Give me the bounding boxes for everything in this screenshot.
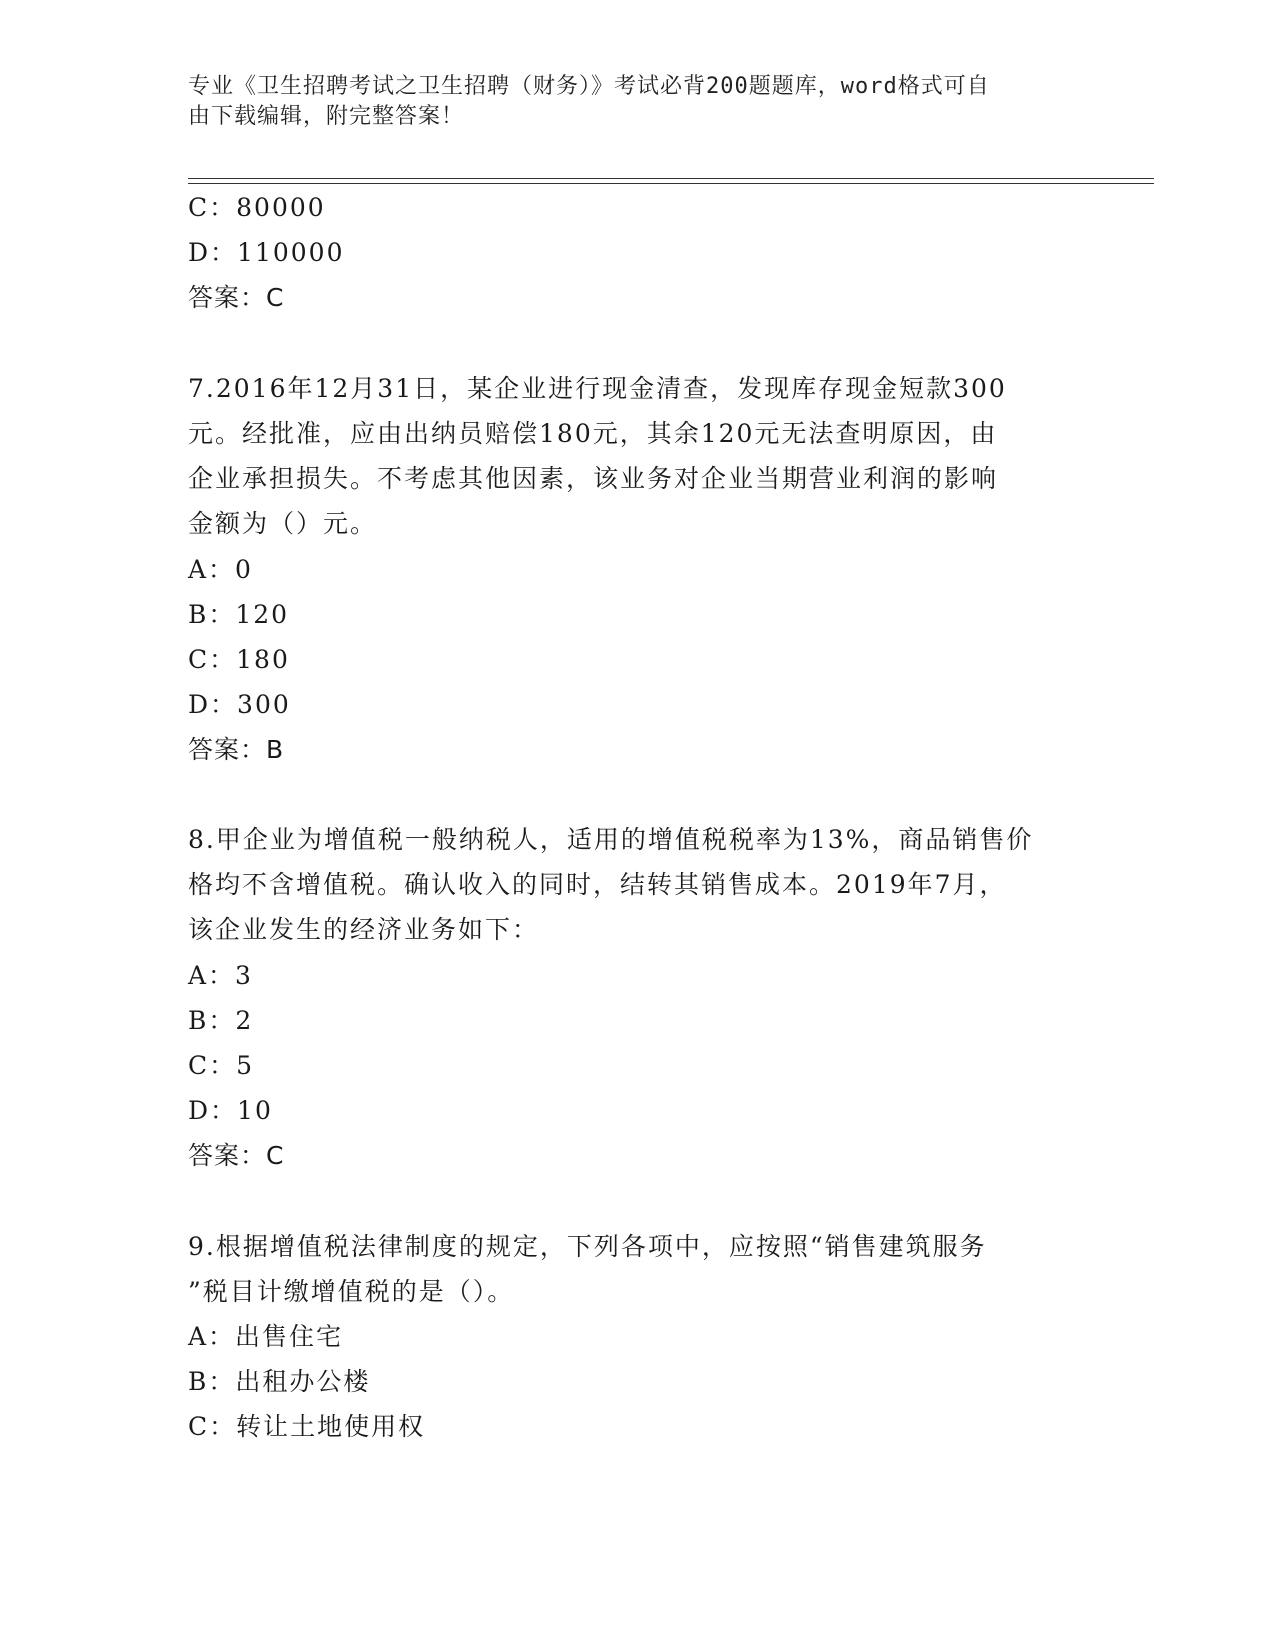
- q9-stem-line-2: ”税目计缴增值税的是（）。: [188, 1277, 515, 1306]
- q7-option-c: C：180: [188, 645, 290, 674]
- q7-option-d: D：300: [188, 690, 291, 719]
- q9-option-b: B：出租办公楼: [188, 1367, 371, 1396]
- q7-stem-line-4: 金额为（）元。: [188, 509, 378, 538]
- q6-answer: 答案：C: [188, 283, 285, 312]
- q9-option-a: A：出售住宅: [188, 1322, 344, 1351]
- q6-option-c: C：80000: [188, 193, 326, 222]
- document-header: [188, 72, 1068, 132]
- q8-option-d: D：10: [188, 1096, 273, 1125]
- q9-stem-line-1: 9.根据增值税法律制度的规定，下列各项中，应按照“销售建筑服务: [188, 1232, 987, 1261]
- q8-option-a: A：3: [188, 961, 253, 990]
- header-divider-top: [188, 178, 1154, 179]
- q8-stem-line-2: 格均不含增值税。确认收入的同时，结转其销售成本。2019年7月，: [188, 870, 1007, 899]
- q8-stem-line-3: 该企业发生的经济业务如下：: [188, 915, 540, 944]
- q8-stem-line-1: 8.甲企业为增值税一般纳税人，适用的增值税税率为13%，商品销售价: [188, 825, 1034, 854]
- header-divider-bottom: [188, 183, 1154, 184]
- header-line-1: 专业《卫生招聘考试之卫生招聘（财务）》考试必背200题题库，word格式可自: [188, 74, 990, 99]
- q8-option-b: B：2: [188, 1006, 254, 1035]
- q7-answer: 答案：B: [188, 735, 285, 764]
- q8-answer: 答案：C: [188, 1141, 285, 1170]
- header-line-2: 由下载编辑，附完整答案！: [188, 104, 465, 129]
- q8-option-c: C：5: [188, 1051, 255, 1080]
- q7-option-a: A：0: [188, 555, 253, 584]
- q9-option-c: C：转让土地使用权: [188, 1412, 426, 1441]
- q6-option-d: D：110000: [188, 238, 345, 267]
- q7-stem-line-3: 企业承担损失。不考虑其他因素，该业务对企业当期营业利润的影响: [188, 464, 999, 493]
- q7-option-b: B：120: [188, 600, 290, 629]
- q7-stem-line-1: 7.2016年12月31日，某企业进行现金清查，发现库存现金短款300: [188, 374, 1007, 403]
- q7-stem-line-2: 元。经批准，应由出纳员赔偿180元，其余120元无法查明原因，由: [188, 419, 998, 448]
